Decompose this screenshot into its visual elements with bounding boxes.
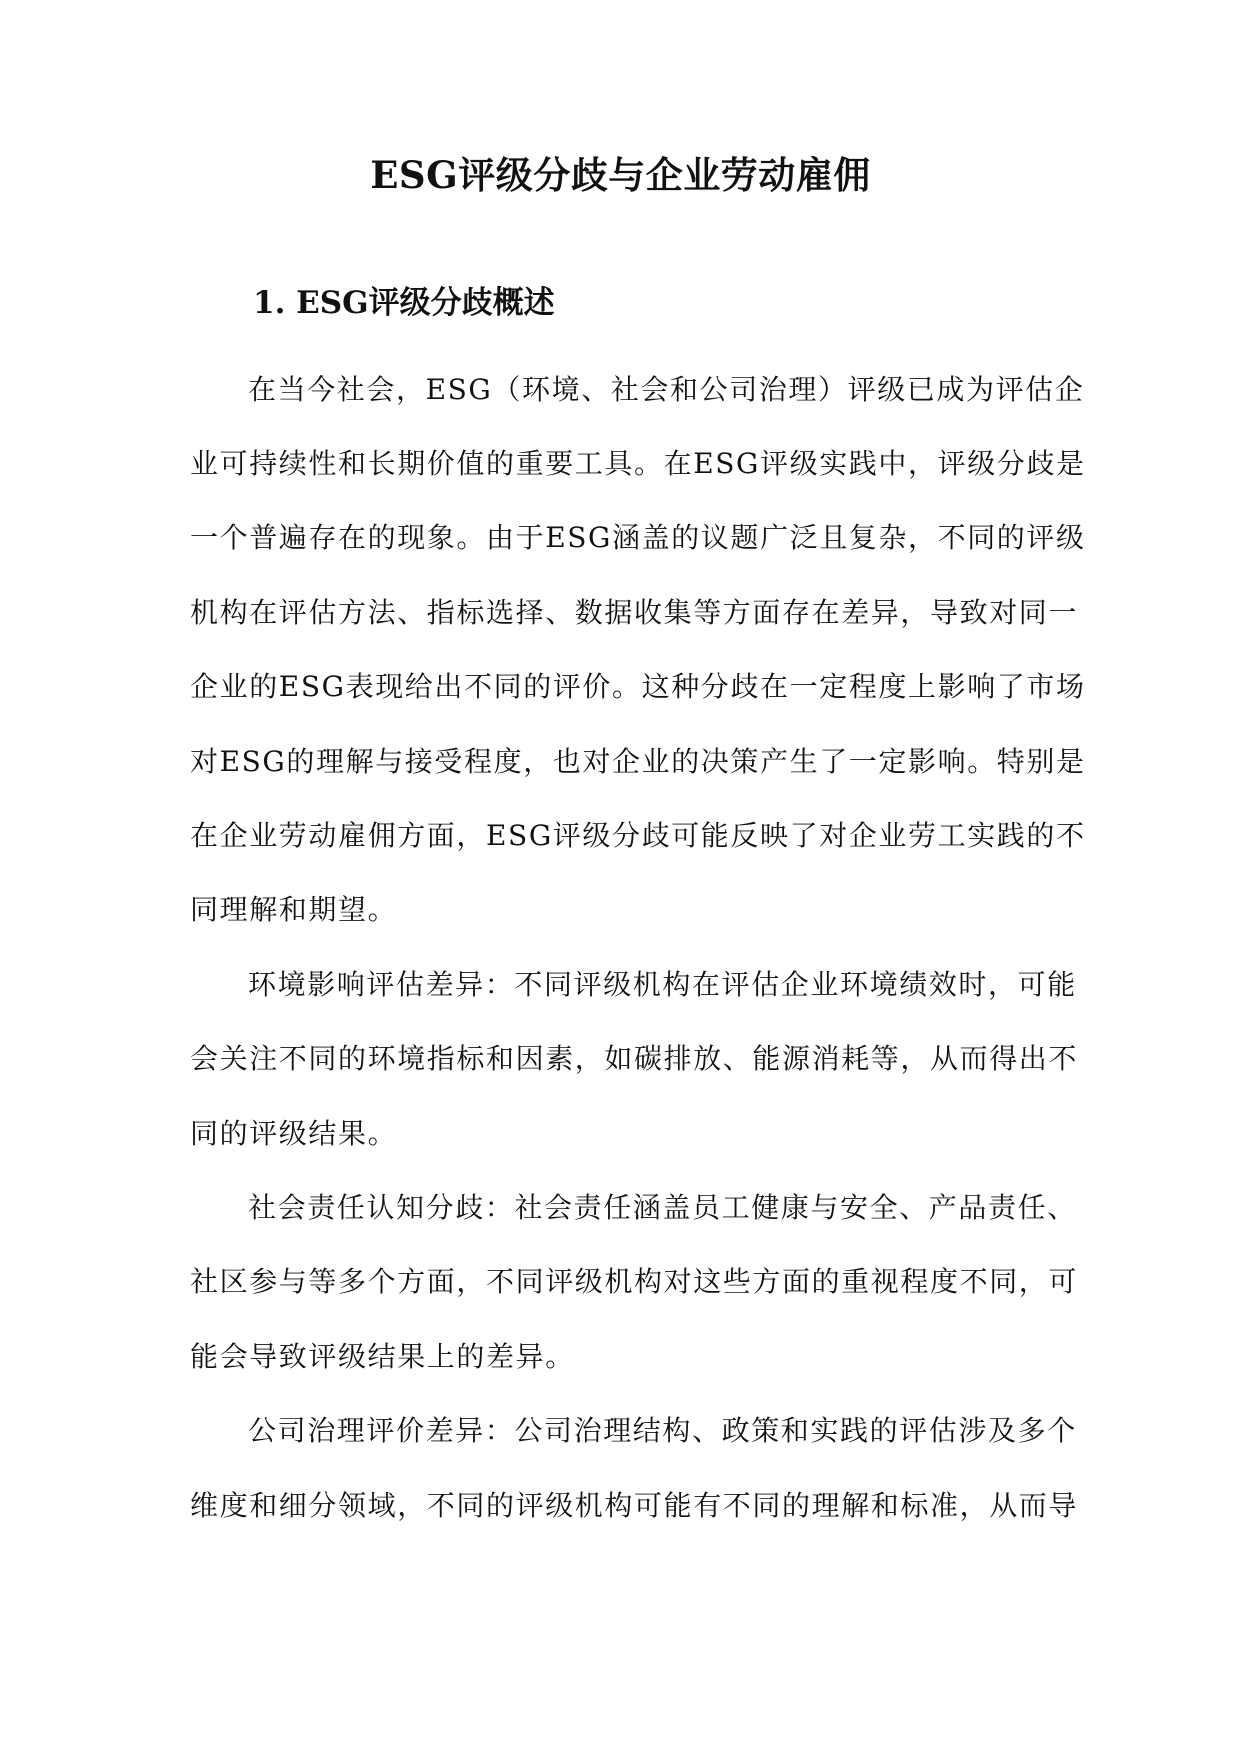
paragraph-1-line-3: 一个普遍存在的现象。由于ESG涵盖的议题广泛且复杂，不同的评级 xyxy=(190,521,1086,554)
paragraph-3-line-2: 社区参与等多个方面，不同评级机构对这些方面的重视程度不同，可 xyxy=(190,1265,1079,1298)
paragraph-1-line-1: 在当今社会，ESG（环境、社会和公司治理）评级已成为评估企 xyxy=(248,373,1085,406)
section-heading: 1. ESG评级分歧概述 xyxy=(253,285,555,321)
paragraph-2-line-2: 会关注不同的环境指标和因素，如碳排放、能源消耗等，从而得出不 xyxy=(190,1042,1079,1075)
paragraph-3-line-3: 能会导致评级结果上的差异。 xyxy=(190,1340,575,1373)
paragraph-1-line-8: 同理解和期望。 xyxy=(190,893,398,926)
paragraph-4-line-2: 维度和细分领域，不同的评级机构可能有不同的理解和标准，从而导 xyxy=(190,1489,1079,1522)
paragraph-1-line-7: 在企业劳动雇佣方面，ESG评级分歧可能反映了对企业劳工实践的不 xyxy=(190,819,1086,852)
paragraph-1-line-2: 业可持续性和长期价值的重要工具。在ESG评级实践中，评级分歧是 xyxy=(190,447,1086,480)
paragraph-2-line-3: 同的评级结果。 xyxy=(190,1117,398,1150)
paragraph-1-line-4: 机构在评估方法、指标选择、数据收集等方面存在差异，导致对同一 xyxy=(190,596,1079,629)
paragraph-1-line-5: 企业的ESG表现给出不同的评价。这种分歧在一定程度上影响了市场 xyxy=(190,670,1086,703)
paragraph-1-line-6: 对ESG的理解与接受程度，也对企业的决策产生了一定影响。特别是 xyxy=(190,745,1086,778)
document-title: ESG评级分歧与企业劳动雇佣 xyxy=(370,153,871,197)
paragraph-4-line-1: 公司治理评价差异：公司治理结构、政策和实践的评估涉及多个 xyxy=(248,1414,1077,1447)
paragraph-3-line-1: 社会责任认知分歧：社会责任涵盖员工健康与安全、产品责任、 xyxy=(248,1191,1077,1224)
paragraph-2-line-1: 环境影响评估差异：不同评级机构在评估企业环境绩效时，可能 xyxy=(248,968,1077,1001)
